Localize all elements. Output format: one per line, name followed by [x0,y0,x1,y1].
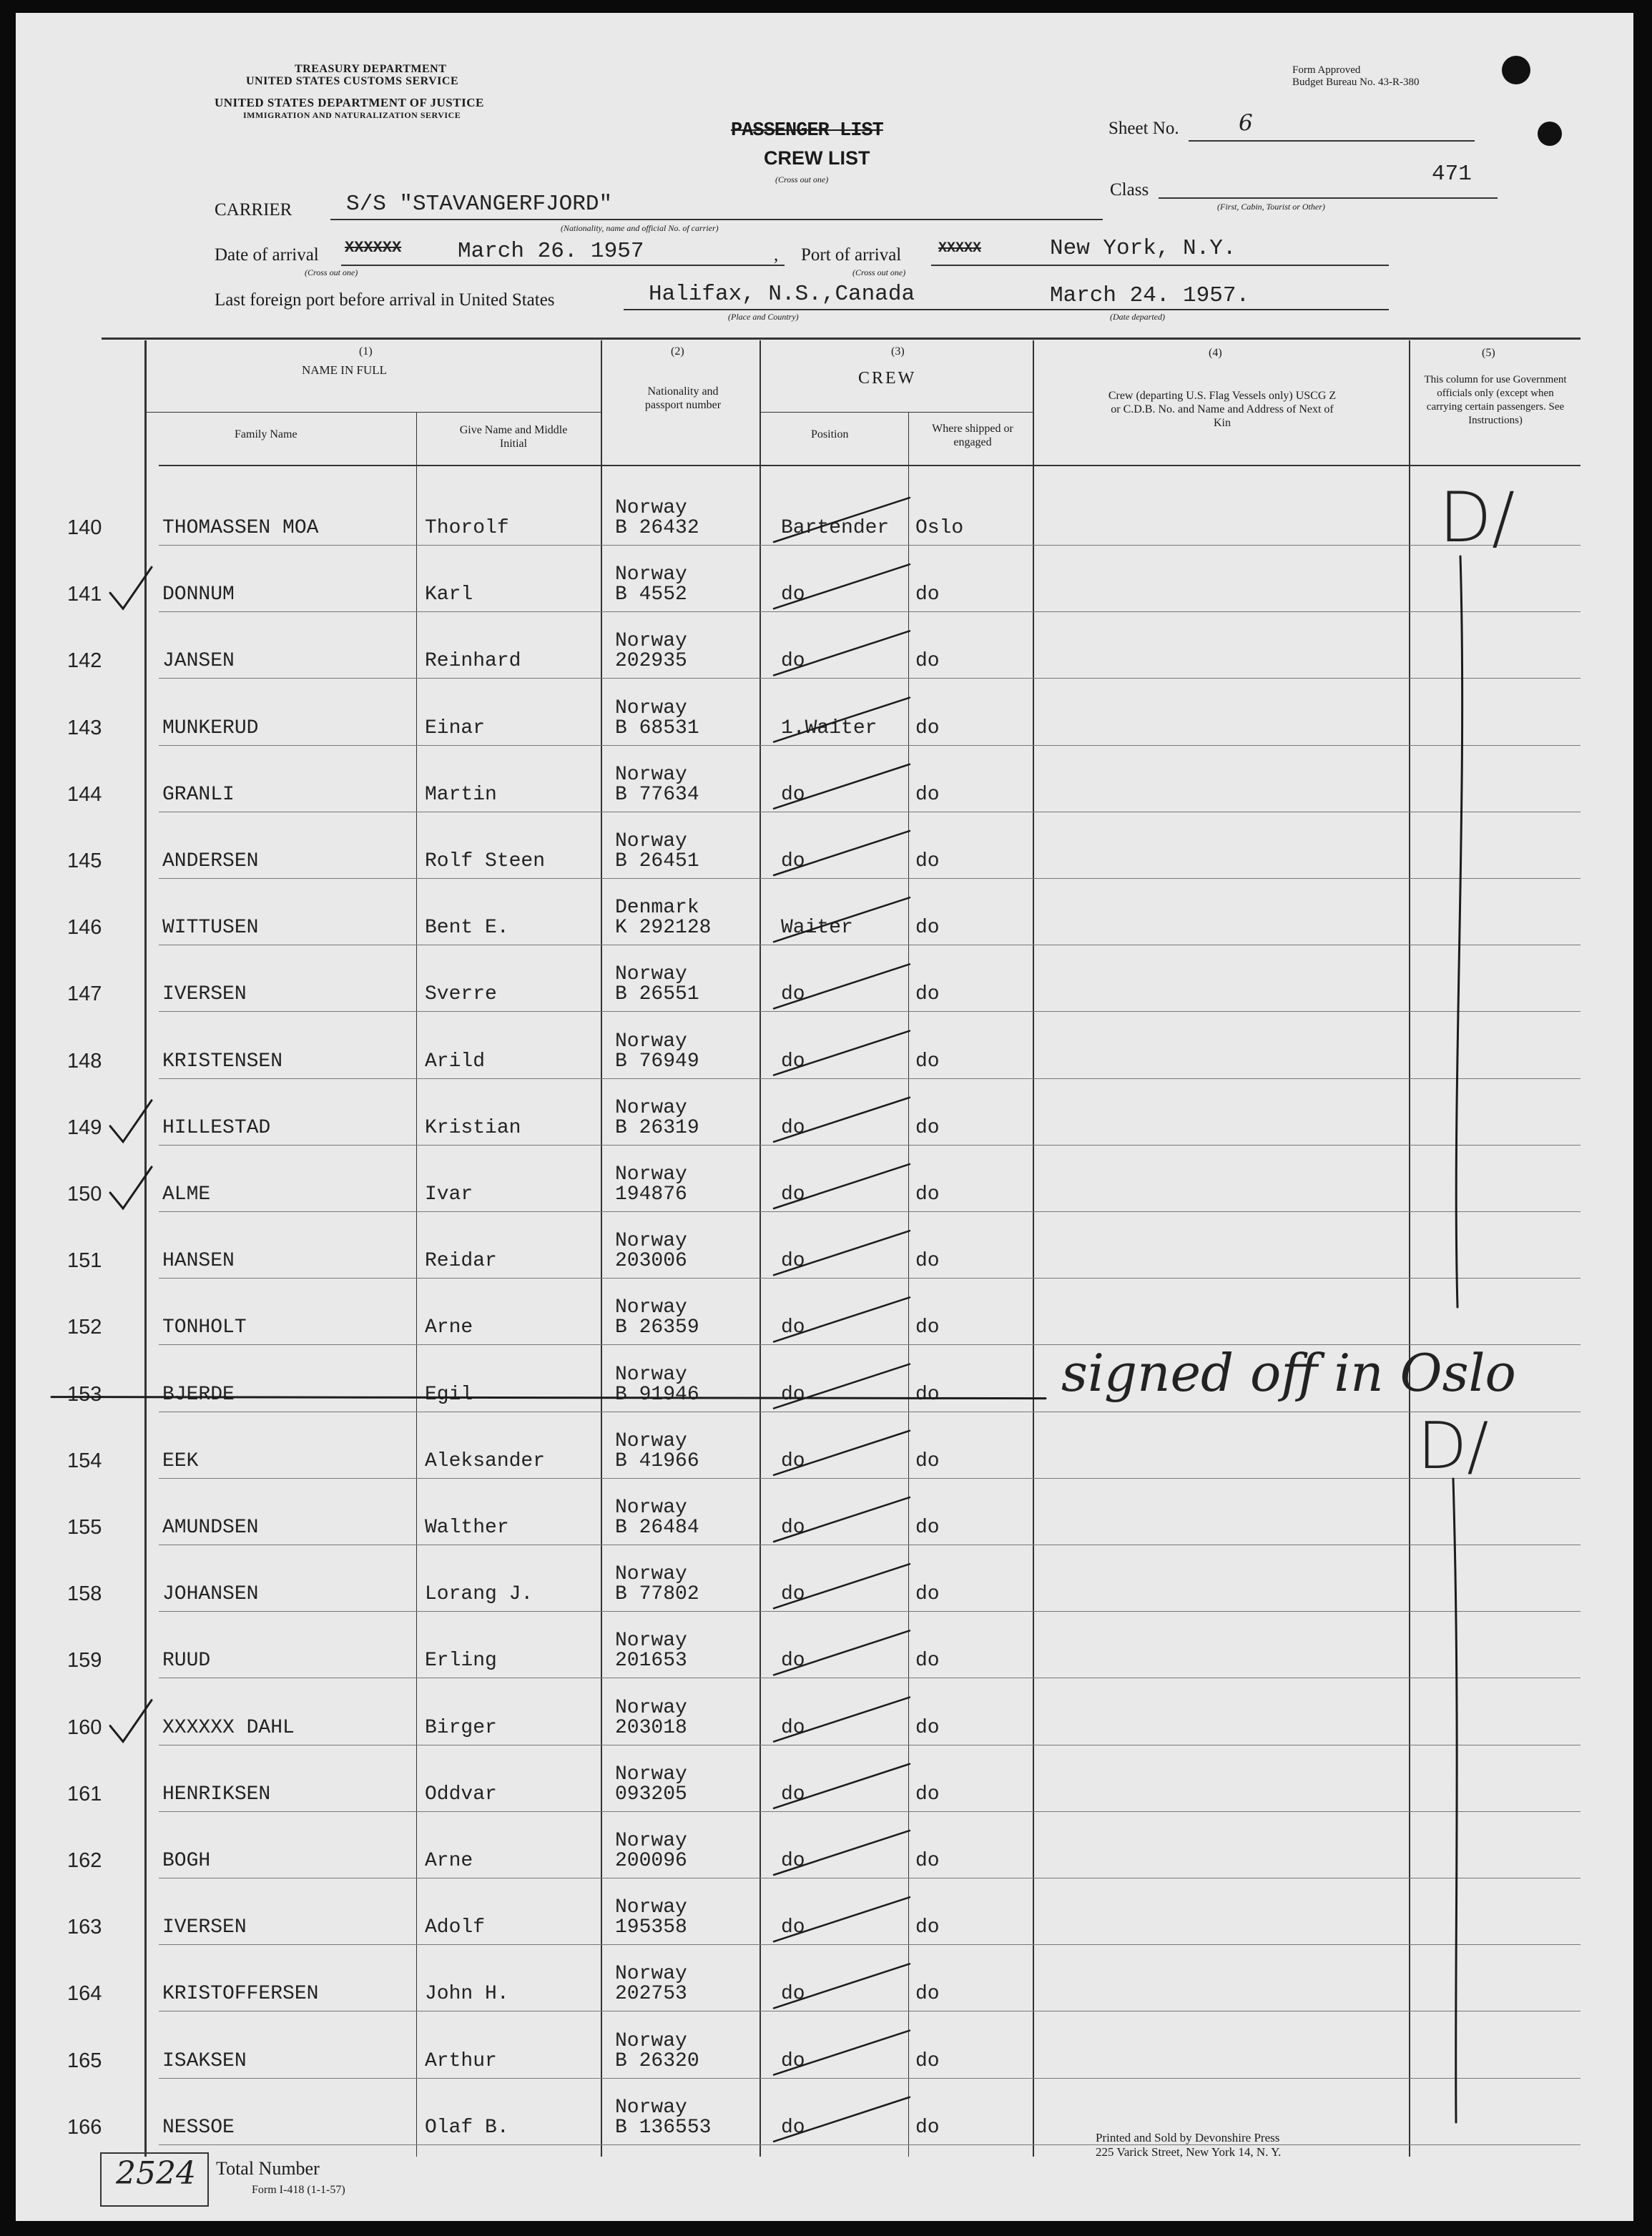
port-arrival-struck: XXXXX [938,240,982,257]
where-engaged: do [915,1783,940,1806]
passport-number: B 77802 [615,1583,699,1606]
total-handwritten: 2524 [116,2155,196,2192]
where-engaged: do [915,1383,940,1406]
pen-marks [16,13,1633,2221]
given-name: Reidar [425,1250,497,1273]
family-name: KRISTOFFERSEN [162,1983,319,2006]
position: Waiter [781,917,853,940]
document-page [16,13,1633,2221]
printer-line-1: Printed and Sold by Devonshire Press [1096,2131,1280,2144]
check-mark [110,1167,152,1208]
position-tick-mark [774,631,910,675]
where-engaged: do [915,1983,940,2006]
position: do [781,1716,805,1739]
nationality: Norway [615,1763,687,1786]
position-tick-mark [774,1764,910,1808]
where-engaged: do [915,650,940,673]
date-departed-value: March 24. 1957. [1050,283,1250,308]
nationality: Norway [615,2029,687,2052]
row-number: 161 [67,1782,102,1806]
nationality: Norway [615,1296,687,1319]
row-number: 159 [67,1649,102,1673]
family-name: TONHOLT [162,1316,247,1339]
family-name: EEK [162,1449,199,1472]
col3-num: (3) [891,345,905,358]
form-number: Form I-418 (1-1-57) [252,2184,345,2196]
nationality: Norway [615,1497,687,1519]
passport-number: 093205 [615,1783,687,1806]
passport-number: B 26359 [615,1316,699,1339]
position-tick-mark [774,698,910,742]
family-name: ALME [162,1183,211,1206]
position: do [781,1983,805,2006]
passport-number: B 136553 [615,2116,712,2139]
given-name: Aleksander [425,1449,546,1472]
row-number: 147 [67,982,102,1006]
nationality: Norway [615,1230,687,1253]
row-number: 140 [67,516,102,539]
family-name: IVERSEN [162,983,247,1006]
date-arrival-label: Date of arrival [215,245,319,265]
carrier-value: S/S "STAVANGERFJORD" [346,192,613,217]
family-name: AMUNDSEN [162,1517,259,1539]
family-name: BJERDE [162,1383,235,1406]
nationality: Norway [615,1563,687,1586]
given-name: John H. [425,1983,509,2006]
nationality: Norway [615,1429,687,1452]
nationality: Norway [615,563,687,586]
given-name: Arne [425,1316,473,1339]
where-engaged: do [915,1316,940,1339]
crew-list-title: CREW LIST [764,147,870,169]
position: do [781,1050,805,1073]
given-name: Bent E. [425,917,509,940]
row-number: 142 [67,649,102,673]
position-tick-mark [774,2031,910,2075]
nationality: Norway [615,1896,687,1919]
nationality: Norway [615,497,687,519]
passport-number: B 91946 [615,1383,699,1406]
nationality: Norway [615,2096,687,2119]
position: do [781,583,805,606]
position-tick-mark [774,1431,910,1475]
given-name: Ivar [425,1183,473,1206]
given-name: Arthur [425,2049,497,2072]
position-tick-mark [774,1564,910,1608]
row-number: 149 [67,1115,102,1139]
class-hint: (First, Cabin, Tourist or Other) [1217,202,1325,212]
sheet-no: 6 [1239,110,1253,136]
last-port-hint: (Place and Country) [728,312,799,322]
family-name: BOGH [162,1850,211,1872]
position-tick-mark [774,1231,910,1275]
check-mark [110,567,152,609]
nationality: Norway [615,1630,687,1653]
where-engaged: do [915,1183,940,1206]
nationality: Norway [615,963,687,986]
position-tick-mark [774,2097,910,2142]
given-name: Einar [425,716,486,739]
passport-number: B 41966 [615,1449,699,1472]
passenger-list-struck: PASSENGER LIST [731,120,883,142]
port-arrival-label: Port of arrival [801,245,902,265]
position-tick-mark [774,764,910,809]
position: do [781,1250,805,1273]
col1-num: (1) [359,345,373,358]
given-name: Kristian [425,1116,521,1139]
position: Bartender [781,517,890,539]
form-approved: Form Approved [1292,64,1361,76]
row-number: 151 [67,1249,102,1273]
family-name: WITTUSEN [162,917,259,940]
passport-number: 195358 [615,1916,687,1939]
sheet-label: Sheet No. [1108,119,1179,138]
family-name: RUUD [162,1650,211,1673]
nationality: Norway [615,1963,687,1986]
given-name: Karl [425,583,473,606]
total-label: Total Number [216,2158,320,2179]
row-number: 146 [67,916,102,940]
col1-title: NAME IN FULL [302,363,387,377]
position-tick-mark [774,831,910,875]
bracket-line-1 [1456,556,1462,1307]
passport-number: B 26451 [615,850,699,872]
col1-given: Give Name and Middle Initial [459,424,568,450]
given-name: Olaf B. [425,2116,509,2139]
where-engaged: do [915,917,940,940]
position-tick-mark [774,1698,910,1742]
family-name: JOHANSEN [162,1583,259,1606]
passport-number: 202935 [615,650,687,673]
family-name: DONNUM [162,583,235,606]
passport-number: 203006 [615,1250,687,1273]
passport-number: B 26551 [615,983,699,1006]
carrier-hint: (Nationality, name and official No. of carrier) [561,223,719,233]
carrier-label: CARRIER [215,200,292,220]
position-tick-mark [774,1031,910,1075]
given-name: Thorolf [425,517,509,539]
passport-number: 202753 [615,1983,687,2006]
where-engaged: do [915,983,940,1006]
passport-number: 194876 [615,1183,687,1206]
row-number: 144 [67,782,102,806]
row-number: 153 [67,1382,102,1406]
check-mark [110,1100,152,1142]
family-name: MUNKERUD [162,716,259,739]
last-port-value: Halifax, N.S.,Canada [649,282,915,307]
row-number: 148 [67,1049,102,1073]
passport-number: B 77634 [615,783,699,806]
position-tick-mark [774,1831,910,1875]
where-engaged: Oslo [915,517,964,539]
passport-number: B 26319 [615,1116,699,1139]
where-engaged: do [915,2049,940,2072]
position-tick-mark [774,1098,910,1142]
comma: , [774,245,779,265]
position-tick-mark [774,1630,910,1675]
family-name: GRANLI [162,783,235,806]
position-tick-mark [774,1497,910,1542]
check-mark [110,1700,152,1742]
given-name: Arne [425,1850,473,1872]
position: do [781,650,805,673]
position-tick-mark [774,964,910,1008]
family-name: IVERSEN [162,1916,247,1939]
where-engaged: do [915,1850,940,1872]
passport-number: B 26432 [615,517,699,539]
col4-num: (4) [1209,347,1222,359]
col3-title: CREW [858,369,917,388]
col3-where: Where shipped or engaged [932,423,1013,448]
passport-number: B 4552 [615,583,687,606]
given-name: Arild [425,1050,486,1073]
position: do [781,1783,805,1806]
printer-line-2: 225 Varick Street, New York 14, N. Y. [1096,2145,1282,2159]
row-number: 166 [67,2115,102,2139]
where-engaged: do [915,716,940,739]
position-tick-mark [774,1897,910,1941]
nationality: Norway [615,1030,687,1053]
row-number: 160 [67,1715,102,1739]
given-name: Birger [425,1716,497,1739]
col4-title: Crew (departing U.S. Flag Vessels only) USCG Z or C.D.B. No. and Name and Address of Next of Kin [1108,390,1337,429]
row-number: 154 [67,1449,102,1472]
where-engaged: do [915,1449,940,1472]
port-arrival-value: New York, N.Y. [1050,236,1236,261]
family-name: ANDERSEN [162,850,259,872]
position: do [781,1517,805,1539]
port-arrival-hint: (Cross out one) [852,267,906,277]
row-number: 164 [67,1982,102,2006]
row-number: 145 [67,849,102,872]
d-mark-bottom: D/ [1417,1409,1489,1484]
position: 1.Waiter [781,716,877,739]
nationality: Norway [615,1163,687,1186]
position-tick-mark [774,498,910,542]
family-name: ISAKSEN [162,2049,247,2072]
d-mark-top: D/ [1439,478,1515,558]
col2-title: Nationality and passport number [644,385,722,411]
binder-hole-2 [1538,122,1562,146]
bracket-line-2 [1453,1479,1457,2122]
family-name: JANSEN [162,650,235,673]
position-tick-mark [774,1364,910,1409]
where-engaged: do [915,1050,940,1073]
passport-number: K 292128 [615,917,712,940]
where-engaged: do [915,1517,940,1539]
nationality: Norway [615,696,687,719]
row-number: 163 [67,1916,102,1939]
position: do [781,1183,805,1206]
row-number: 158 [67,1582,102,1606]
family-name: HANSEN [162,1250,235,1273]
position: do [781,2049,805,2072]
col5-title: This column for use Government officials only (except when carrying certain passengers. See Instructions) [1424,374,1567,426]
cross-out-hint: (Cross out one) [775,174,829,184]
position: do [781,850,805,872]
passport-number: 200096 [615,1850,687,1872]
family-name: XXXXXX DAHL [162,1716,295,1739]
date-arrival-hint: (Cross out one) [305,267,358,277]
given-name: Reinhard [425,650,521,673]
given-name: Erling [425,1650,497,1673]
position-tick-mark [774,1164,910,1208]
col2-num: (2) [671,345,684,358]
where-engaged: do [915,583,940,606]
position-tick-mark [774,1297,910,1341]
row-number: 150 [67,1183,102,1206]
position: do [781,1316,805,1339]
family-name: HILLESTAD [162,1116,271,1139]
row-number: 162 [67,1849,102,1872]
position-tick-mark [774,1964,910,2008]
passport-number: B 26320 [615,2049,699,2072]
position: do [781,783,805,806]
strike-line-153 [51,1397,1046,1399]
position: do [781,1916,805,1939]
row-number: 143 [67,716,102,739]
budget-bureau: Budget Bureau No. 43-R-380 [1292,77,1420,88]
row-number: 165 [67,2049,102,2072]
date-arrival-struck: XXXXXX [345,239,402,257]
signed-off-note: signed off in Oslo [1061,1343,1516,1403]
row-number: 141 [67,583,102,606]
given-name: Oddvar [425,1783,497,1806]
passport-number: B 76949 [615,1050,699,1073]
family-name: KRISTENSEN [162,1050,283,1073]
position: do [781,1449,805,1472]
given-name: Martin [425,783,497,806]
passport-number: B 26484 [615,1517,699,1539]
family-name: HENRIKSEN [162,1783,271,1806]
given-name: Egil [425,1383,473,1406]
dept-immigration: IMMIGRATION AND NATURALIZATION SERVICE [243,110,461,120]
where-engaged: do [915,1650,940,1673]
date-departed-hint: (Date departed) [1110,312,1165,322]
position: do [781,2116,805,2139]
position: do [781,1583,805,1606]
where-engaged: do [915,1716,940,1739]
col5-num: (5) [1482,347,1495,359]
given-name: Rolf Steen [425,850,546,872]
col1-family: Family Name [235,428,298,440]
given-name: Walther [425,1517,509,1539]
position: do [781,1850,805,1872]
nationality: Norway [615,1096,687,1119]
family-name: THOMASSEN MOA [162,517,319,539]
given-name: Sverre [425,983,497,1006]
row-number: 152 [67,1316,102,1339]
where-engaged: do [915,783,940,806]
dept-customs: UNITED STATES CUSTOMS SERVICE [246,75,459,87]
nationality: Norway [615,830,687,852]
dept-justice: UNITED STATES DEPARTMENT OF JUSTICE [215,96,484,109]
nationality: Norway [615,1363,687,1386]
class-label: Class [1110,180,1149,200]
class-value: 471 [1432,162,1472,187]
family-name: NESSOE [162,2116,235,2139]
col3-position: Position [811,428,849,440]
passport-number: 203018 [615,1716,687,1739]
date-arrival-value: March 26. 1957 [458,239,644,264]
where-engaged: do [915,2116,940,2139]
nationality: Denmark [615,897,699,920]
where-engaged: do [915,1250,940,1273]
last-port-label: Last foreign port before arrival in United States [215,290,555,310]
dept-treasury: TREASURY DEPARTMENT [295,63,447,75]
position-tick-mark [774,897,910,942]
nationality: Norway [615,763,687,786]
nationality: Norway [615,1696,687,1719]
nationality: Norway [615,1830,687,1852]
passport-number: B 68531 [615,716,699,739]
given-name: Lorang J. [425,1583,534,1606]
position: do [781,1383,805,1406]
position: do [781,983,805,1006]
nationality: Norway [615,630,687,653]
passport-number: 201653 [615,1650,687,1673]
where-engaged: do [915,1583,940,1606]
where-engaged: do [915,1916,940,1939]
where-engaged: do [915,850,940,872]
given-name: Adolf [425,1916,486,1939]
where-engaged: do [915,1116,940,1139]
position-tick-mark [774,564,910,609]
position: do [781,1116,805,1139]
row-number: 155 [67,1516,102,1539]
binder-hole-1 [1502,56,1530,84]
position: do [781,1650,805,1673]
